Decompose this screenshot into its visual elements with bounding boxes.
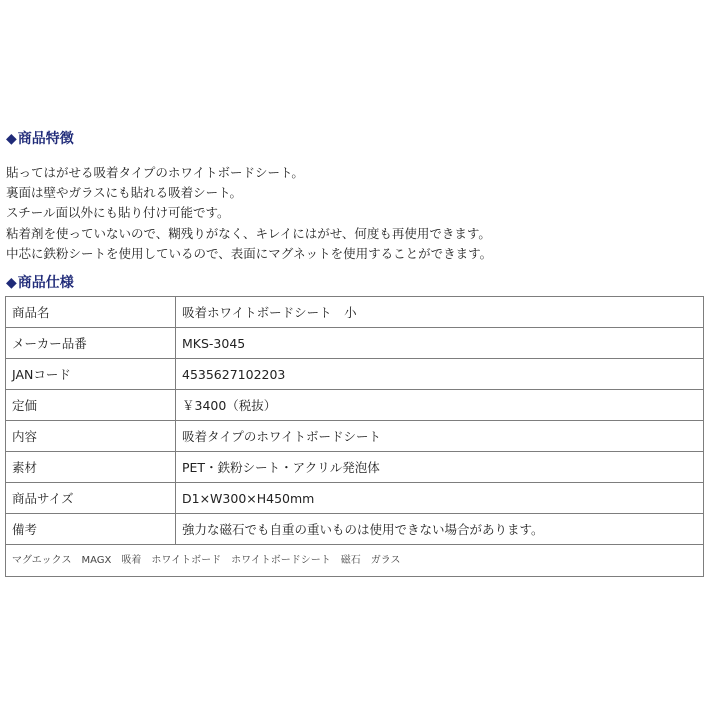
table-row — [6, 514, 704, 545]
spec-label: 内容 — [6, 421, 176, 452]
features-heading — [6, 130, 74, 148]
table-row — [6, 390, 704, 421]
feature-line: 中芯に鉄粉シートを使用しているので、表面にマグネットを使用することができます。 — [6, 245, 493, 261]
feature-line: 貼ってはがせる吸着タイプのホワイトボードシート。 — [6, 165, 304, 180]
feature-line: 裏面は壁やガラスにも貼れる吸着シート。 — [6, 185, 243, 201]
spec-table — [5, 296, 704, 577]
spec-value: ￥3400（税抜） — [176, 390, 704, 421]
spec-label: JANコード — [6, 359, 176, 390]
feature-line: スチール面以外にも貼り付け可能です。 — [6, 205, 230, 221]
spec-value: 吸着ホワイトボードシート 小 — [176, 297, 704, 328]
table-row — [6, 483, 704, 514]
spec-label: 商品サイズ — [6, 483, 176, 514]
spec-value: PET・鉄粉シート・アクリル発泡体 — [176, 452, 704, 483]
feature-line: 粘着剤を使っていないので、糊残りがなく、キレイにはがせ、何度も再使用できます。 — [6, 225, 491, 241]
table-row — [6, 359, 704, 390]
spec-label: 定価 — [6, 390, 176, 421]
spec-value: MKS-3045 — [176, 328, 704, 359]
spec-label: メーカー品番 — [6, 328, 176, 359]
table-row — [6, 421, 704, 452]
keyword-row — [6, 545, 704, 577]
specs-heading-text: 商品仕様 — [17, 275, 74, 291]
spec-label: 備考 — [6, 514, 176, 545]
feature-list — [6, 163, 492, 264]
features-heading-text: 商品特徴 — [17, 131, 74, 147]
spec-value: 強力な磁石でも自重の重いものは使用できない場合があります。 — [176, 514, 704, 545]
spec-label: 商品名 — [6, 297, 176, 328]
spec-value: 4535627102203 — [176, 359, 704, 390]
diamond-bullet-icon: ◆ — [6, 131, 17, 147]
spec-value: 吸着タイプのホワイトボードシート — [176, 421, 704, 452]
spec-value: D1×W300×H450mm — [176, 483, 704, 514]
spec-label: 素材 — [6, 452, 176, 483]
keywords-text: マグエックス MAGX 吸着 ホワイトボード ホワイトボードシート 磁石 ガラス — [6, 545, 704, 577]
table-row — [6, 452, 704, 483]
table-row — [6, 328, 704, 359]
table-row — [6, 297, 704, 328]
diamond-bullet-icon: ◆ — [6, 275, 17, 291]
specs-heading — [6, 274, 74, 292]
